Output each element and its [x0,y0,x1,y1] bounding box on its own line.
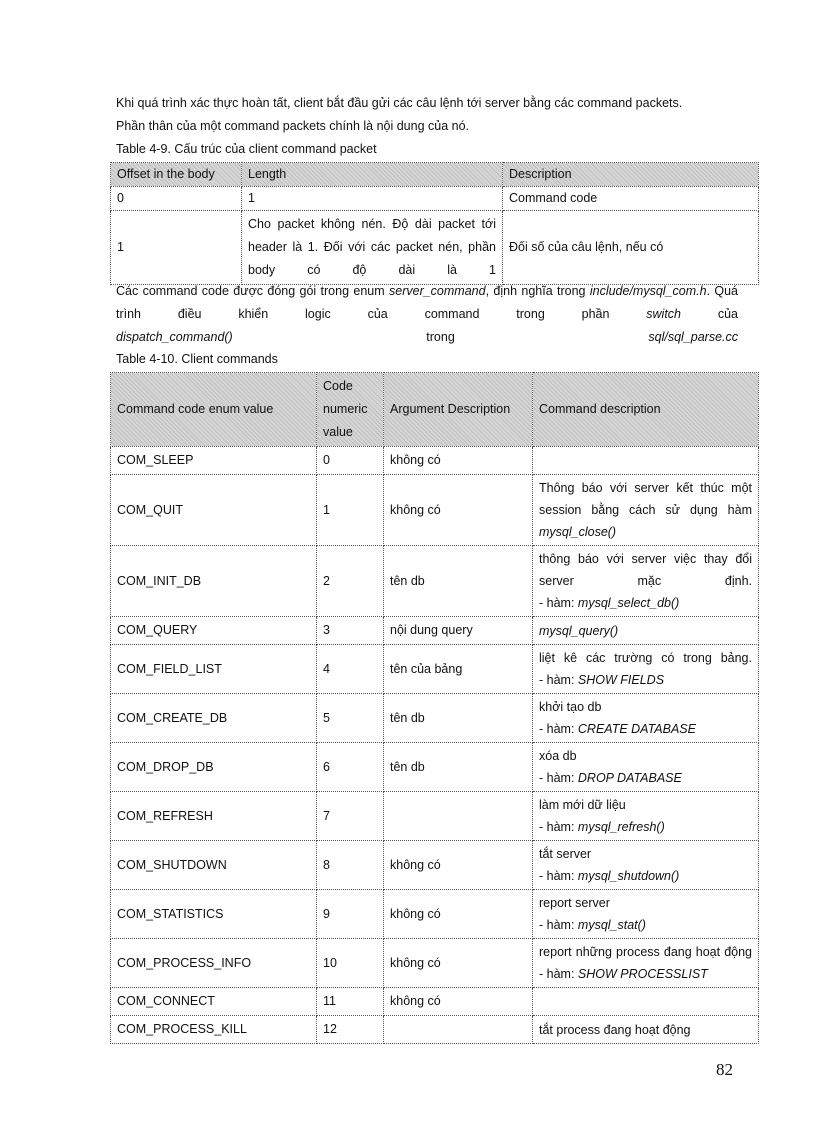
description-text: report server [539,896,610,910]
function-name: DROP DATABASE [577,771,682,785]
command-name-cell: COM_CREATE_DB [111,694,317,743]
argument-cell [384,792,533,841]
function-line [539,592,752,614]
argument-cell: tên db [384,546,533,617]
function-prefix: - hàm: [539,596,578,610]
intro-line-2: Phần thân của một command packets chính là nội dung của nó. [116,119,470,133]
table-row [111,211,759,285]
command-name-cell: COM_INIT_DB [111,546,317,617]
command-description-cell [533,617,759,645]
argument-cell: không có [384,988,533,1016]
command-name-cell: COM_QUIT [111,475,317,546]
function-prefix: - hàm: [539,771,578,785]
header-length: Length [242,163,503,187]
command-description-cell [533,743,759,792]
function-line [539,620,752,642]
table-header-row [111,163,759,187]
description-text: tắt process đang hoạt động [539,1022,691,1037]
function-line [539,816,752,838]
command-name-cell: COM_FIELD_LIST [111,645,317,694]
description-text: làm mới dữ liệu [539,798,626,812]
enum-name: server_command [389,284,486,298]
description-cell: Đối số của câu lệnh, nếu có [503,211,759,285]
table-row [111,546,759,617]
table-row [111,475,759,546]
table-row [111,617,759,645]
description-text: Thông báo với server kết thúc một session bằng cách sử dụng hàm [539,481,752,517]
code-cell: 10 [317,939,384,988]
header-numeric-value: Code numeric value [317,373,384,447]
description-text: khởi tạo db [539,700,602,714]
argument-cell: không có [384,475,533,546]
table-row [111,187,759,211]
function-name: mysql_close() [539,525,617,539]
function-line [539,718,752,740]
function-name: CREATE DATABASE [577,722,696,736]
command-name-cell: COM_SLEEP [111,447,317,475]
command-description-cell [533,694,759,743]
argument-cell: không có [384,841,533,890]
command-description-cell [533,1016,759,1044]
description-text: tắt server [539,847,592,861]
table-row [111,1016,759,1044]
argument-cell: tên của bảng [384,645,533,694]
function-line [539,669,752,691]
command-name-cell: COM_CONNECT [111,988,317,1016]
command-description-cell [533,890,759,939]
code-cell: 8 [317,841,384,890]
function-prefix: - hàm: [539,820,578,834]
text-run: của [681,307,738,321]
text-run: Các command code được đóng gói trong enum [116,284,389,298]
code-cell: 11 [317,988,384,1016]
client-commands-table [110,372,759,1044]
description-text: xóa db [539,749,577,763]
argument-cell: không có [384,447,533,475]
table-row [111,792,759,841]
function-name: mysql_select_db() [577,596,680,610]
command-name-cell: COM_PROCESS_INFO [111,939,317,988]
code-cell: 7 [317,792,384,841]
intro-paragraph [116,92,738,138]
switch-keyword: switch [646,307,681,321]
table2-caption: Table 4-10. Client commands [116,352,278,366]
command-description-cell [533,475,759,546]
header-description: Description [503,163,759,187]
function-name: dispatch_command() [116,330,233,344]
command-code-paragraph [116,280,738,349]
table1-caption: Table 4-9. Cấu trúc của client command packet [116,142,377,156]
function-line [539,865,752,887]
code-cell: 5 [317,694,384,743]
function-prefix: - hàm: [539,869,578,883]
description-text: liệt kê các trường có trong bảng. [539,651,752,665]
command-description-cell [533,546,759,617]
function-name: mysql_stat() [577,918,646,932]
argument-cell: tên db [384,694,533,743]
header-argument: Argument Description [384,373,533,447]
text-run: , định nghĩa trong [485,284,590,298]
offset-cell: 1 [111,211,242,285]
code-cell: 4 [317,645,384,694]
function-name: SHOW FIELDS [577,673,665,687]
command-name-cell: COM_DROP_DB [111,743,317,792]
command-description-cell [533,447,759,475]
function-prefix: - hàm: [539,967,578,981]
command-name-cell: COM_PROCESS_KILL [111,1016,317,1044]
description-cell: Command code [503,187,759,211]
code-cell: 0 [317,447,384,475]
function-name: mysql_refresh() [577,820,665,834]
table-row [111,988,759,1016]
table-row [111,841,759,890]
header-enum-value: Command code enum value [111,373,317,447]
header-file-path: include/mysql_com.h [589,284,707,298]
command-name-cell: COM_QUERY [111,617,317,645]
function-name: SHOW PROCESSLIST [577,967,708,981]
intro-line-1: Khi quá trình xác thực hoàn tất, client bắt đầu gửi các câu lệnh tới server bằng các command packets. [116,96,683,110]
code-cell: 12 [317,1016,384,1044]
command-description-cell [533,792,759,841]
table-row [111,939,759,988]
function-prefix: - hàm: [539,722,578,736]
table-header-row [111,373,759,447]
command-description-cell [533,645,759,694]
table-row [111,447,759,475]
function-prefix: - hàm: [539,918,578,932]
command-description-cell [533,841,759,890]
length-cell: 1 [242,187,503,211]
code-cell: 6 [317,743,384,792]
argument-cell: tên db [384,743,533,792]
function-line [539,767,752,789]
table-row [111,694,759,743]
description-text: thông báo với server việc thay đổi server mặc định. [539,552,752,588]
table-row [111,890,759,939]
header-command-description: Command description [533,373,759,447]
argument-cell [384,1016,533,1044]
command-name-cell: COM_SHUTDOWN [111,841,317,890]
argument-cell: không có [384,939,533,988]
function-name: mysql_shutdown() [577,869,680,883]
table-row [111,645,759,694]
argument-cell: nội dung query [384,617,533,645]
function-name: mysql_query() [539,623,619,638]
command-packet-structure-table [110,162,759,285]
text-run: . Quá trình điều khiển logic của command trong phần [116,284,739,321]
code-cell: 9 [317,890,384,939]
page-number: 82 [716,1060,733,1079]
command-description-cell [533,939,759,988]
description-text: report những process đang hoạt động [539,945,752,959]
command-name-cell: COM_STATISTICS [111,890,317,939]
code-cell: 1 [317,475,384,546]
code-cell: 2 [317,546,384,617]
command-description-cell [533,988,759,1016]
table-row [111,743,759,792]
header-offset: Offset in the body [111,163,242,187]
function-line [539,521,752,543]
text-run: trong [232,330,649,344]
code-cell: 3 [317,617,384,645]
source-file-path: sql/sql_parse.cc [648,330,738,344]
function-line [539,963,752,985]
function-prefix: - hàm: [539,673,578,687]
argument-cell: không có [384,890,533,939]
length-cell: Cho packet không nén. Độ dài packet tới header là 1. Đối với các packet nén, phần body có độ dài là 1 [242,211,503,285]
offset-cell: 0 [111,187,242,211]
command-name-cell: COM_REFRESH [111,792,317,841]
function-line [539,914,752,936]
